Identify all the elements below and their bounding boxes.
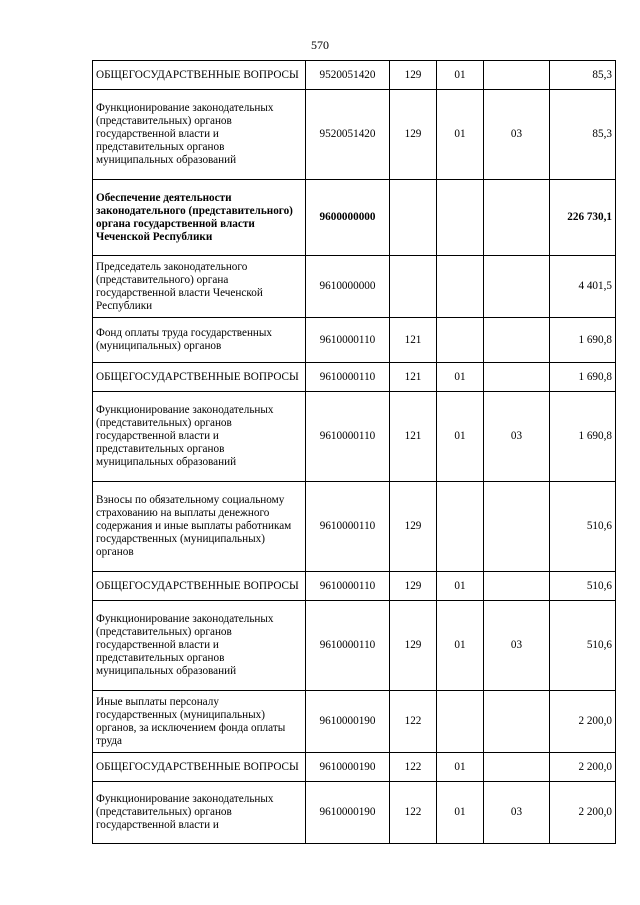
row-subsection-cell: [484, 61, 550, 90]
row-section-cell: [437, 318, 484, 363]
row-section-cell: 01: [437, 61, 484, 90]
row-section-cell: [437, 180, 484, 256]
table-row: [93, 691, 616, 753]
budget-table: [92, 60, 616, 844]
table-row: [93, 318, 616, 363]
row-expense-type-cell: 121: [390, 392, 437, 482]
row-subsection-cell: [484, 256, 550, 318]
row-expense-type-cell: 129: [390, 482, 437, 572]
row-expense-type-cell: 121: [390, 318, 437, 363]
row-subsection-cell: [484, 363, 550, 392]
row-expense-type-cell: 129: [390, 601, 437, 691]
row-target-article-cell: 9610000110: [306, 318, 390, 363]
row-name-cell: Функционирование законодательных (представительных) органов государственной власти и: [93, 782, 306, 844]
row-sum-cell: 85,3: [550, 90, 616, 180]
row-name-cell: ОБЩЕГОСУДАРСТВЕННЫЕ ВОПРОСЫ: [93, 753, 306, 782]
row-sum-cell: 2 200,0: [550, 782, 616, 844]
row-subsection-cell: [484, 482, 550, 572]
row-subsection-cell: 03: [484, 90, 550, 180]
row-section-cell: 01: [437, 601, 484, 691]
row-sum-cell: 226 730,1: [550, 180, 616, 256]
row-target-article-cell: 9610000110: [306, 601, 390, 691]
table-row: [93, 753, 616, 782]
row-name-cell: Иные выплаты персоналу государственных (муниципальных) органов, за исключением фонда оплаты труда: [93, 691, 306, 753]
table-row: [93, 90, 616, 180]
row-section-cell: [437, 691, 484, 753]
row-sum-cell: 2 200,0: [550, 753, 616, 782]
row-name-cell: Взносы по обязательному социальному страхованию на выплаты денежного содержания и иные выплаты работникам государственных (муниципальных) органов: [93, 482, 306, 572]
row-section-cell: 01: [437, 363, 484, 392]
row-subsection-cell: [484, 753, 550, 782]
table-row: [93, 256, 616, 318]
row-subsection-cell: [484, 180, 550, 256]
row-name-cell: Обеспечение деятельности законодательного (представительного) органа государственной власти Чеченской Республики: [93, 180, 306, 256]
row-sum-cell: 4 401,5: [550, 256, 616, 318]
row-subsection-cell: [484, 691, 550, 753]
row-expense-type-cell: 129: [390, 572, 437, 601]
row-name-cell: Председатель законодательного (представительного) органа государственной власти Чеченской Республики: [93, 256, 306, 318]
table-row: [93, 61, 616, 90]
row-sum-cell: 510,6: [550, 482, 616, 572]
row-target-article-cell: 9610000110: [306, 392, 390, 482]
row-subsection-cell: [484, 318, 550, 363]
row-target-article-cell: 9610000190: [306, 691, 390, 753]
row-name-cell: Функционирование законодательных (представительных) органов государственной власти и представительных органов муниципальных образований: [93, 90, 306, 180]
row-expense-type-cell: 122: [390, 753, 437, 782]
row-sum-cell: 510,6: [550, 572, 616, 601]
row-sum-cell: 510,6: [550, 601, 616, 691]
row-sum-cell: 1 690,8: [550, 392, 616, 482]
row-subsection-cell: 03: [484, 392, 550, 482]
table-row: [93, 572, 616, 601]
row-expense-type-cell: 129: [390, 61, 437, 90]
row-target-article-cell: 9520051420: [306, 61, 390, 90]
row-target-article-cell: 9600000000: [306, 180, 390, 256]
row-section-cell: [437, 482, 484, 572]
table-row: [93, 601, 616, 691]
row-section-cell: 01: [437, 90, 484, 180]
row-sum-cell: 2 200,0: [550, 691, 616, 753]
table-row: [93, 363, 616, 392]
row-name-cell: Функционирование законодательных (представительных) органов государственной власти и представительных органов муниципальных образований: [93, 392, 306, 482]
row-expense-type-cell: 121: [390, 363, 437, 392]
row-sum-cell: 1 690,8: [550, 318, 616, 363]
row-name-cell: ОБЩЕГОСУДАРСТВЕННЫЕ ВОПРОСЫ: [93, 572, 306, 601]
row-expense-type-cell: 129: [390, 90, 437, 180]
row-name-cell: Функционирование законодательных (представительных) органов государственной власти и представительных органов муниципальных образований: [93, 601, 306, 691]
row-section-cell: 01: [437, 572, 484, 601]
table-row: [93, 180, 616, 256]
row-expense-type-cell: [390, 180, 437, 256]
row-target-article-cell: 9610000110: [306, 482, 390, 572]
row-sum-cell: 1 690,8: [550, 363, 616, 392]
row-expense-type-cell: [390, 256, 437, 318]
row-name-cell: ОБЩЕГОСУДАРСТВЕННЫЕ ВОПРОСЫ: [93, 61, 306, 90]
row-subsection-cell: [484, 572, 550, 601]
table-row: [93, 392, 616, 482]
row-target-article-cell: 9610000190: [306, 782, 390, 844]
row-section-cell: [437, 256, 484, 318]
row-target-article-cell: 9610000190: [306, 753, 390, 782]
table-row: [93, 782, 616, 844]
row-target-article-cell: 9520051420: [306, 90, 390, 180]
row-target-article-cell: 9610000110: [306, 572, 390, 601]
row-expense-type-cell: 122: [390, 782, 437, 844]
row-sum-cell: 85,3: [550, 61, 616, 90]
row-expense-type-cell: 122: [390, 691, 437, 753]
row-section-cell: 01: [437, 392, 484, 482]
row-name-cell: ОБЩЕГОСУДАРСТВЕННЫЕ ВОПРОСЫ: [93, 363, 306, 392]
row-target-article-cell: 9610000000: [306, 256, 390, 318]
table-row: [93, 482, 616, 572]
row-subsection-cell: 03: [484, 601, 550, 691]
row-target-article-cell: 9610000110: [306, 363, 390, 392]
row-name-cell: Фонд оплаты труда государственных (муниципальных) органов: [93, 318, 306, 363]
page-number: 570: [311, 38, 329, 52]
row-section-cell: 01: [437, 753, 484, 782]
row-section-cell: 01: [437, 782, 484, 844]
row-subsection-cell: 03: [484, 782, 550, 844]
